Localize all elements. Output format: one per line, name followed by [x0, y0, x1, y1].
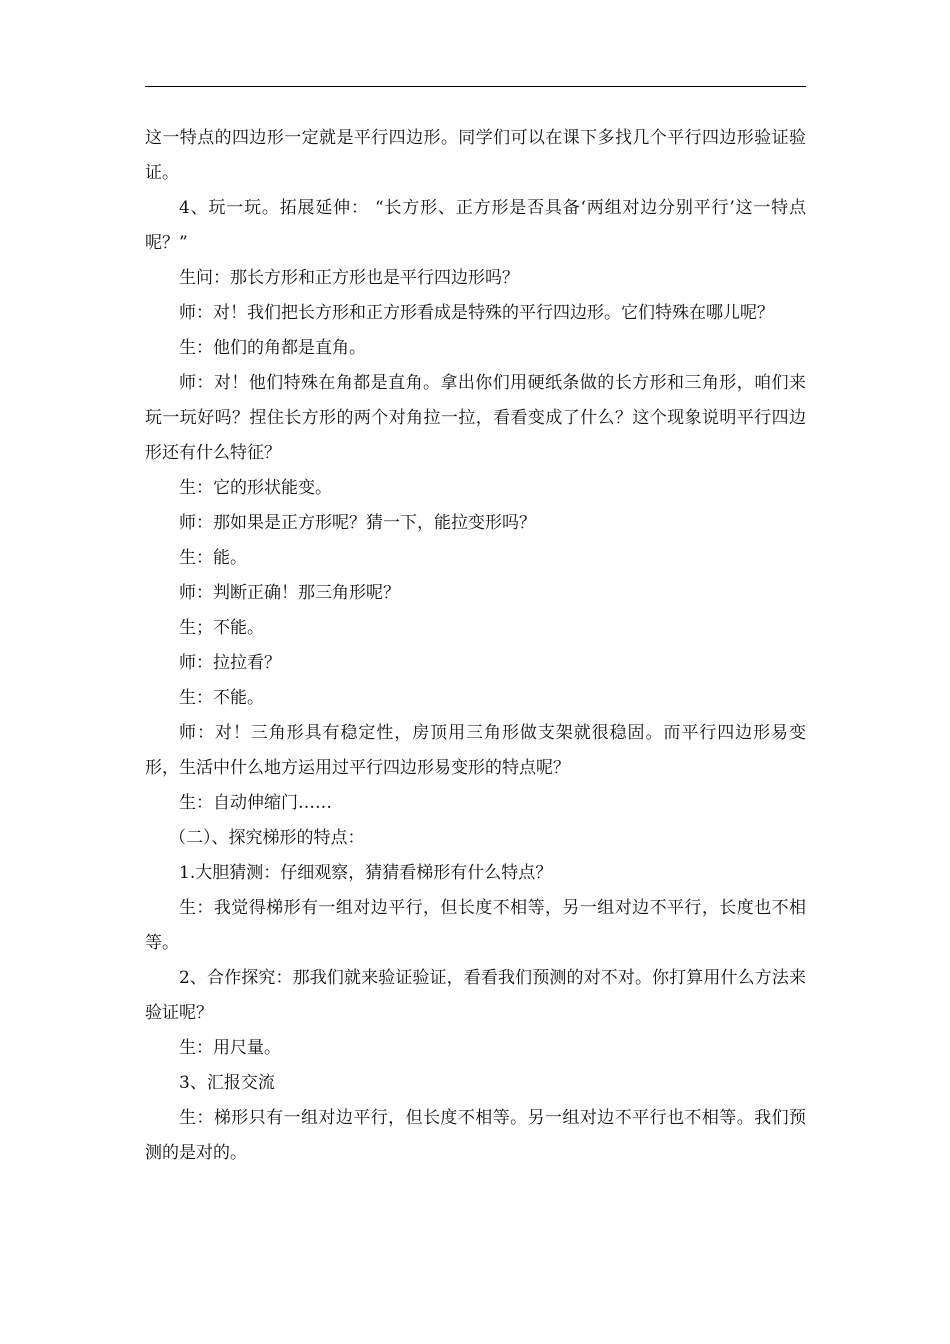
paragraph: 师：对！他们特殊在角都是直角。拿出你们用硬纸条做的长方形和三角形，咱们来玩一玩好吗？捏住长方形的两个对角拉一拉，看看变成了什么？这个现象说明平行四边形还有什么特征？: [145, 373, 806, 463]
paragraph: 生：梯形只有一组对边平行，但长度不相等。另一组对边不平行也不相等。我们预测的是对的。: [145, 1108, 806, 1163]
paragraph: 师：对！三角形具有稳定性，房顶用三角形做支架就很稳固。而平行四边形易变形，生活中什么地方运用过平行四边形易变形的特点呢？: [145, 723, 806, 778]
paragraph: 生：不能。: [179, 688, 264, 708]
paragraph: 生：我觉得梯形有一组对边平行，但长度不相等，另一组对边不平行，长度也不相等。: [145, 898, 806, 953]
paragraph: 生：能。: [179, 548, 247, 568]
paragraph: 生：他们的角都是直角。: [179, 338, 366, 358]
document-body: [145, 121, 806, 1171]
header-rule: [145, 86, 806, 87]
paragraph: 这一特点的四边形一定就是平行四边形。同学们可以在课下多找几个平行四边形验证验证。: [145, 128, 806, 183]
paragraph: 师：拉拉看？: [179, 653, 281, 673]
paragraph: 师：那如果是正方形呢？猜一下，能拉变形吗？: [179, 513, 536, 533]
paragraph: 3、汇报交流: [179, 1073, 275, 1093]
paragraph: 4、玩一玩。拓展延伸： “长方形、正方形是否具备‘两组对边分别平行’这一特点呢？”: [145, 198, 806, 253]
paragraph: 1.大胆猜测：仔细观察，猜猜看梯形有什么特点？: [179, 863, 553, 883]
paragraph: 生：用尺量。: [179, 1038, 281, 1058]
paragraph: 生：它的形状能变。: [179, 478, 332, 498]
paragraph: 师：判断正确！那三角形呢？: [179, 583, 400, 603]
paragraph: 生：自动伸缩门……: [179, 793, 332, 813]
paragraph: 生问：那长方形和正方形也是平行四边形吗？: [179, 268, 519, 288]
paragraph: 师：对！我们把长方形和正方形看成是特殊的平行四边形。它们特殊在哪儿呢？: [179, 303, 774, 323]
section-heading: （二）、探究梯形的特点：: [169, 828, 365, 848]
paragraph: 2、合作探究：那我们就来验证验证，看看我们预测的对不对。你打算用什么方法来验证呢？: [145, 968, 806, 1023]
paragraph: 生；不能。: [179, 618, 264, 638]
